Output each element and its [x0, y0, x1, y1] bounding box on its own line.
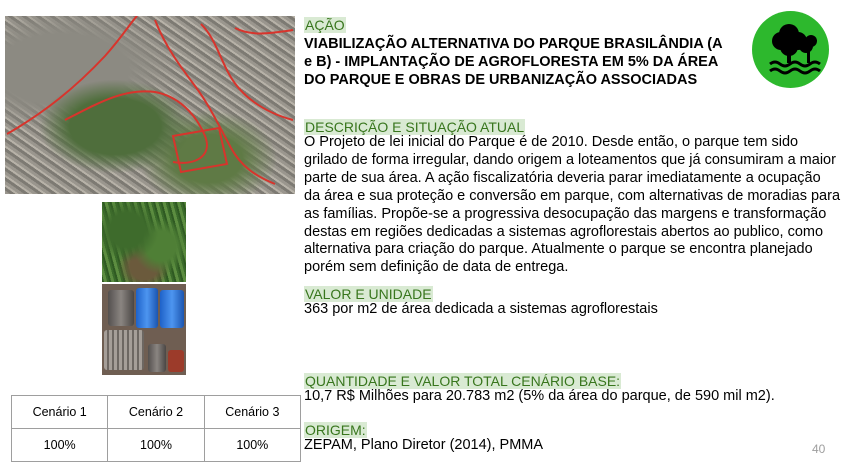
- origem-text: ZEPAM, Plano Diretor (2014), PMMA: [304, 437, 544, 453]
- scenario-header: Cenário 3: [204, 396, 300, 429]
- valor-heading: VALOR E UNIDADE: [305, 286, 432, 302]
- acao-heading: AÇÃO: [305, 17, 345, 33]
- table-row: [12, 429, 301, 462]
- scenario-value: 100%: [108, 429, 204, 462]
- scenario-header: Cenário 1: [12, 396, 108, 429]
- action-title: VIABILIZAÇÃO ALTERNATIVA DO PARQUE BRASILÂNDIA (A e B) - IMPLANTAÇÃO DE AGROFLORESTA EM 5% DA ÁREA DO PARQUE E OBRAS DE URBANIZAÇÃO ASSOCIADAS: [304, 36, 723, 88]
- page-number: 40: [812, 442, 826, 456]
- table-header-row: [12, 396, 301, 429]
- descricao-heading: DESCRIÇÃO E SITUAÇÃO ATUAL: [305, 119, 525, 135]
- water-tanks-photo: [102, 284, 186, 375]
- quantidade-text: 10,7 R$ Milhões para 20.783 m2 (5% da área do parque, de 590 mil m2).: [304, 388, 775, 404]
- scenario-table: [11, 395, 301, 462]
- scenario-value: 100%: [12, 429, 108, 462]
- descricao-text: O Projeto de lei inicial do Parque é de 2010. Desde então, o parque tem sido grilado de forma irregular, dando origem a loteamentos que já consumiram a maior parte de sua área. A ação fiscalizatória deveria parar imediatamente a ocupação da área e sua proteção e conversão em parque, com alternativas de moradias para as famílias. Propõe-se a progressiva desocupação das margens e transformação destas em regiões dedicadas a sistemas agroflorestais abertos ao publico, como alternativa para criação do parque. Atualmente o parque se encontra planejado porém sem definição de data de entrega.: [304, 134, 841, 276]
- scenario-value: 100%: [204, 429, 300, 462]
- origem-heading: ORIGEM:: [305, 422, 366, 438]
- aerial-photo: [5, 16, 295, 194]
- acao-section: [304, 17, 840, 35]
- agroforestry-photo: [102, 202, 186, 282]
- quantidade-heading: QUANTIDADE E VALOR TOTAL CENÁRIO BASE:: [305, 373, 621, 389]
- scenario-header: Cenário 2: [108, 396, 204, 429]
- valor-text: 363 por m2 de área dedicada a sistemas agroflorestais: [304, 301, 658, 317]
